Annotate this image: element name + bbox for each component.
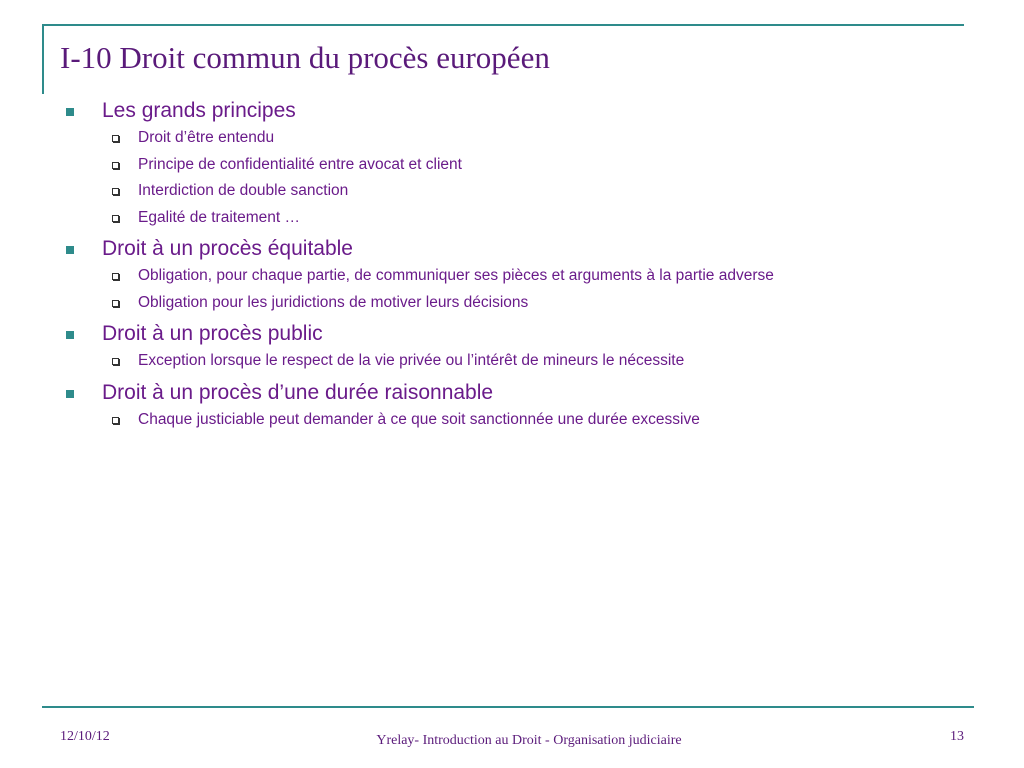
hollow-square-bullet-icon bbox=[112, 417, 119, 424]
bullet-text: Obligation, pour chaque partie, de communiquer ses pièces et arguments à la partie adverse bbox=[138, 267, 774, 284]
bullet-level2 bbox=[62, 178, 992, 205]
bullet-level2 bbox=[62, 205, 992, 232]
bullet-text: Droit à un procès équitable bbox=[102, 237, 353, 260]
bullet-level1 bbox=[62, 235, 992, 263]
square-bullet-icon bbox=[66, 331, 74, 339]
slide-content bbox=[62, 93, 992, 433]
footer-caption: Yrelay- Introduction au Droit - Organisation judiciaire bbox=[376, 733, 682, 748]
hollow-square-bullet-icon bbox=[112, 273, 119, 280]
bullet-level2 bbox=[62, 263, 992, 290]
hollow-square-bullet-icon bbox=[112, 358, 119, 365]
hollow-square-bullet-icon bbox=[112, 215, 119, 222]
bullet-level2 bbox=[62, 152, 992, 179]
bullet-text: Egalité de traitement … bbox=[138, 208, 300, 226]
bullet-level1 bbox=[62, 97, 992, 125]
hollow-square-bullet-icon bbox=[112, 300, 119, 307]
square-bullet-icon bbox=[66, 108, 74, 116]
bullet-text: Les grands principes bbox=[102, 99, 296, 122]
hollow-square-bullet-icon bbox=[112, 162, 119, 169]
bullet-level2 bbox=[62, 290, 992, 317]
footer-rule bbox=[42, 706, 974, 708]
bullet-text: Interdiction de double sanction bbox=[138, 182, 349, 199]
bullet-level2 bbox=[62, 125, 992, 152]
square-bullet-icon bbox=[66, 390, 74, 398]
square-bullet-icon bbox=[66, 246, 74, 254]
hollow-square-bullet-icon bbox=[112, 135, 119, 142]
hollow-square-bullet-icon bbox=[112, 188, 119, 195]
bullet-level2 bbox=[62, 348, 992, 375]
bullet-text: Chaque justiciable peut demander à ce que soit sanctionnée une durée excessive bbox=[138, 410, 700, 428]
bullet-text: Droit d’être entendu bbox=[138, 129, 275, 146]
bullet-level2 bbox=[62, 407, 992, 434]
slide-title: I-10 Droit commun du procès européen bbox=[60, 40, 550, 75]
page-number: 13 bbox=[950, 729, 964, 744]
footer-date: 12/10/12 bbox=[60, 729, 110, 744]
bullet-text: Exception lorsque le respect de la vie privée ou l’intérêt de mineurs le nécessite bbox=[138, 352, 685, 369]
bullet-text: Droit à un procès public bbox=[102, 322, 323, 345]
title-top-rule bbox=[42, 24, 964, 26]
bullet-text: Obligation pour les juridictions de motiver leurs décisions bbox=[138, 293, 529, 311]
bullet-level1 bbox=[62, 320, 992, 348]
title-left-rule bbox=[42, 24, 44, 94]
bullet-level1 bbox=[62, 379, 992, 407]
bullet-text: Droit à un procès d’une durée raisonnable bbox=[102, 380, 494, 404]
bullet-text: Principe de confidentialité entre avocat et client bbox=[138, 155, 462, 173]
